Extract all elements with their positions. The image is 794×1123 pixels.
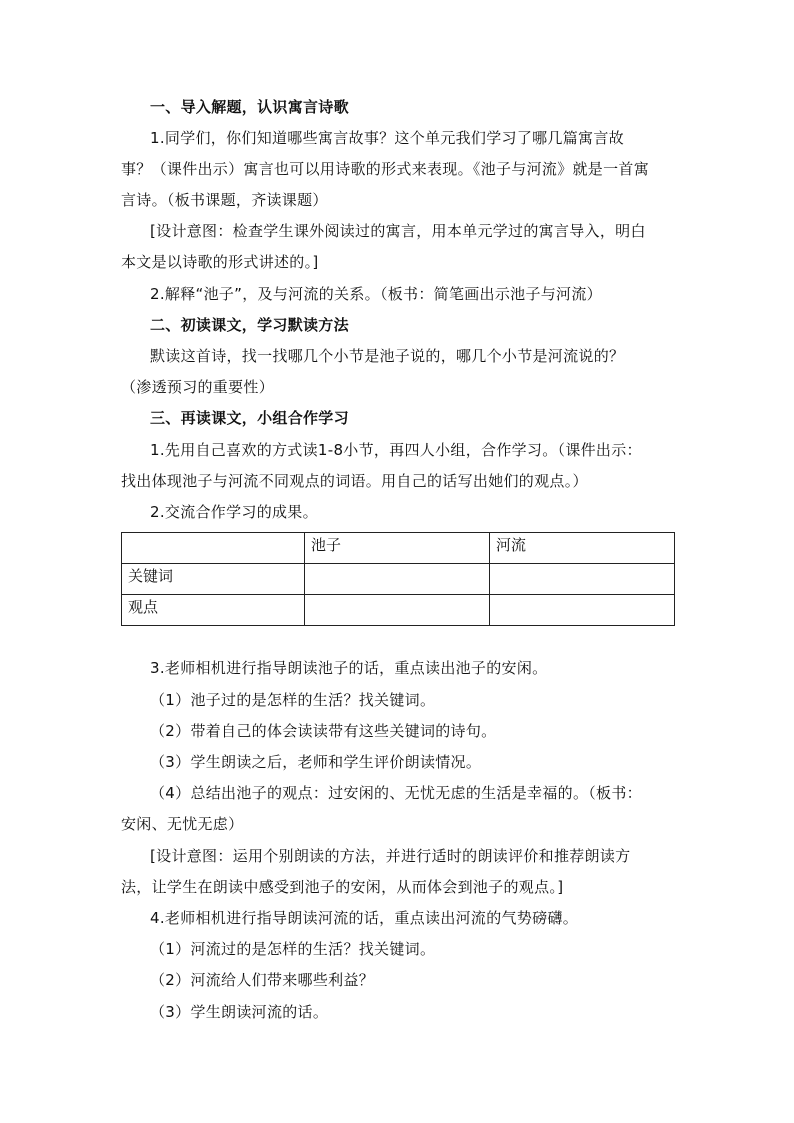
section3-heading: 三、再读课文，小组合作学习: [150, 409, 349, 427]
table-cell: [122, 533, 305, 564]
table-header-row: [122, 533, 675, 564]
section1-heading: 一、导入解题，认识寓言诗歌: [150, 98, 349, 116]
table-cell: 观点: [122, 595, 305, 626]
paragraph-line: 4.老师相机进行指导朗读河流的话，重点读出河流的气势磅礴。: [150, 909, 579, 927]
paragraph-line: 找出体现池子与河流不同观点的词语。用自己的话写出她们的观点。）: [121, 472, 588, 490]
table-row: [122, 564, 675, 595]
paragraph-line: 2.交流合作学习的成果。: [150, 503, 318, 521]
table-cell: [305, 595, 490, 626]
table-cell: 河流: [490, 533, 675, 564]
table-cell: 关键词: [122, 564, 305, 595]
paragraph-line: 默读这首诗，找一找哪几个小节是池子说的，哪几个小节是河流说的？: [150, 347, 625, 365]
paragraph-line: 1.同学们，你们知道哪些寓言故事？这个单元我们学习了哪几篇寓言故: [150, 129, 624, 147]
table-row: [122, 595, 675, 626]
list-item: （1）河流过的是怎样的生活？找关键词。: [150, 940, 436, 958]
paragraph-line: 1.先用自己喜欢的方式读1-8小节，再四人小组，合作学习。（课件出示：: [150, 441, 642, 459]
list-item: （3）学生朗读之后，老师和学生评价朗读情况。: [150, 753, 482, 771]
list-item: （3）学生朗读河流的话。: [150, 1003, 329, 1021]
design-intent-line: [设计意图：检查学生课外阅读过的寓言，用本单元学过的寓言导入，明白: [150, 222, 646, 240]
section2-heading: 二、初读课文，学习默读方法: [150, 316, 349, 334]
table-cell: 池子: [305, 533, 490, 564]
design-intent-line: 本文是以诗歌的形式讲述的。]: [121, 253, 319, 271]
design-intent-line: 法，让学生在朗读中感受到池子的安闲，从而体会到池子的观点。]: [121, 878, 564, 896]
table-cell: [490, 564, 675, 595]
list-item: （2）带着自己的体会读读带有这些关键词的诗句。: [150, 722, 497, 740]
list-item: （4）总结出池子的观点：过安闲的、无忧无虑的生活是幸福的。（板书：: [150, 784, 642, 802]
list-item: （2）河流给人们带来哪些利益？: [150, 971, 375, 989]
table-cell: [490, 595, 675, 626]
design-intent-line: [设计意图：运用个别朗读的方法，并进行适时的朗读评价和推荐朗读方: [150, 847, 631, 865]
paragraph-line: 事？（课件出示）寓言也可以用诗歌的形式来表现。《池子与河流》就是一首寓: [121, 160, 650, 178]
table-cell: [305, 564, 490, 595]
paragraph-line: （渗透预习的重要性）: [121, 378, 275, 396]
list-item: （1）池子过的是怎样的生活？找关键词。: [150, 691, 436, 709]
result-table: [121, 532, 675, 626]
paragraph-line: 3.老师相机进行指导朗读池子的话，重点读出池子的安闲。: [150, 659, 548, 677]
paragraph-line: 言诗。（板书课题，齐读课题）: [121, 191, 328, 209]
paragraph-line: 2.解释“池子”，及与河流的关系。（板书：简笔画出示池子与河流）: [150, 285, 602, 303]
list-item-continuation: 安闲、无忧无虑）: [121, 815, 244, 833]
